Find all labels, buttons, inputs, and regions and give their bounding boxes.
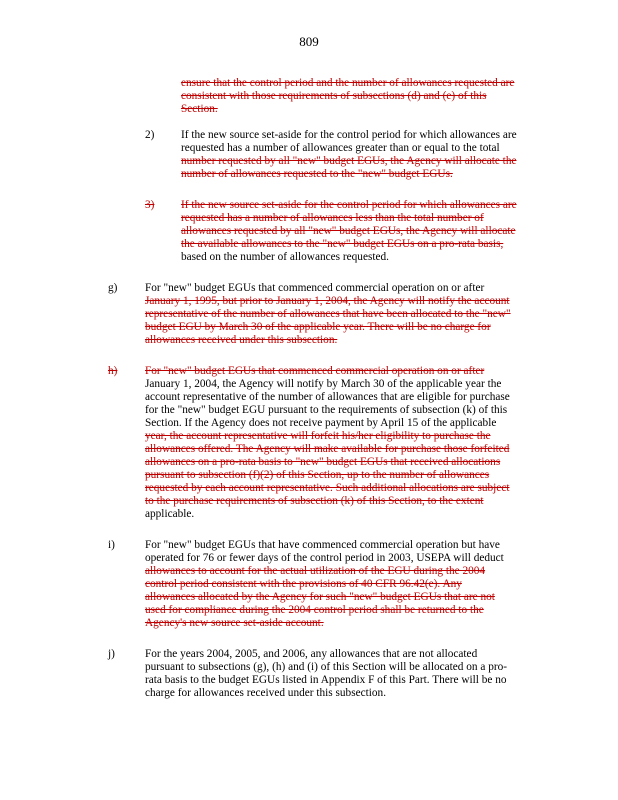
paragraph-label: j) (108, 648, 115, 660)
text-line: January 1, 2004, the Agency will notify by March 30 of the applicable year the (145, 378, 502, 390)
text-line: allowances to account for the actual utilization of the EGU during the 2004 (145, 565, 486, 577)
text-line: For "new" budget EGUs that commenced commercial operation on or after (145, 282, 485, 294)
text-line: number requested by all "new" budget EGUs, the Agency will allocate the (181, 155, 517, 167)
text-line: year, the account representative will forfeit his/her eligibility to purchase the (145, 430, 491, 442)
text-line: pursuant to subsections (g), (h) and (i) of this Section will be allocated on a pro- (145, 661, 508, 673)
item-label: 3) (145, 199, 155, 211)
text-line: budget EGU by March 30 of the applicable year. There will be no charge for (145, 321, 491, 333)
text-line: For the years 2004, 2005, and 2006, any allowances that are not allocated (145, 648, 478, 660)
item-label: 2) (145, 129, 155, 141)
paragraph-label: i) (108, 539, 115, 551)
text-line: consistent with those requirements of subsections (d) and (e) of this (181, 90, 487, 102)
text-line: Section. If the Agency does not receive payment by April 15 of the applicable (145, 417, 497, 429)
text-line: rata basis to the budget EGUs listed in Appendix F of this Part. There will be no (145, 674, 507, 686)
text-line: allowances requested by all "new" budget EGUs, the Agency will allocate (181, 225, 516, 237)
text-line: requested has a number of allowances less than the total number of (181, 212, 484, 224)
text-line: allowances allocated by the Agency for such "new" budget EGUs that are not (145, 591, 495, 603)
text-line: pursuant to subsection (f)(2) of this Section, up to the number of allowances (145, 469, 490, 481)
text-line: account representative of the number of allowances that are eligible for purchase (145, 391, 510, 403)
text-line: requested has a number of allowances greater than or equal to the total (181, 142, 500, 154)
text-line: to the purchase requirements of subsection (k) of this Section, to the extent (145, 495, 484, 507)
text-line: allowances on a pro-rata basis to "new" budget EGUs that received allocations (145, 456, 501, 468)
text-line: number of allowances requested to the "new" budget EGUs. (181, 168, 453, 180)
text-line: For "new" budget EGUs that have commenced commercial operation but have (145, 539, 500, 551)
text-line: January 1, 1995, but prior to January 1, 2004, the Agency will notify the account (145, 295, 510, 307)
text-line: If the new source set-aside for the control period for which allowances are (181, 199, 517, 211)
text-line: ensure that the control period and the number of allowances requested are (181, 77, 515, 89)
text-line: representative of the number of allowances that have been allocated to the "new" (145, 308, 511, 320)
text-line: the available allowances to the "new" budget EGUs on a pro-rata basis, (181, 238, 504, 250)
text-line: allowances received under this subsection. (145, 334, 338, 346)
paragraph-label: h) (108, 365, 118, 377)
paragraph-label: g) (108, 282, 118, 294)
text-line: For "new" budget EGUs that commenced commercial operation on or after (145, 365, 485, 377)
text-line: charge for allowances received under this subsection. (145, 687, 387, 699)
page-number: 809 (299, 34, 319, 49)
text-line: for the "new" budget EGU pursuant to the requirements of subsection (k) of this (145, 404, 508, 416)
text-line: based on the number of allowances requested. (181, 251, 389, 263)
text-line: requested by each account representative. Such additional allocations are subject (145, 482, 510, 494)
text-line: Section. (181, 103, 218, 115)
text-line: allowances offered. The Agency will make available for purchase those forfeited (145, 443, 510, 455)
text-line: control period consistent with the provisions of 40 CFR 96.42(e). Any (145, 578, 462, 590)
text-line: Agency's new source set-aside account. (145, 617, 324, 629)
text-line: operated for 76 or fewer days of the control period in 2003, USEPA will deduct (145, 552, 504, 564)
text-line: used for compliance during the 2004 control period shall be returned to the (145, 604, 484, 616)
text-line: If the new source set-aside for the control period for which allowances are (181, 129, 517, 141)
text-line: applicable. (145, 508, 195, 520)
